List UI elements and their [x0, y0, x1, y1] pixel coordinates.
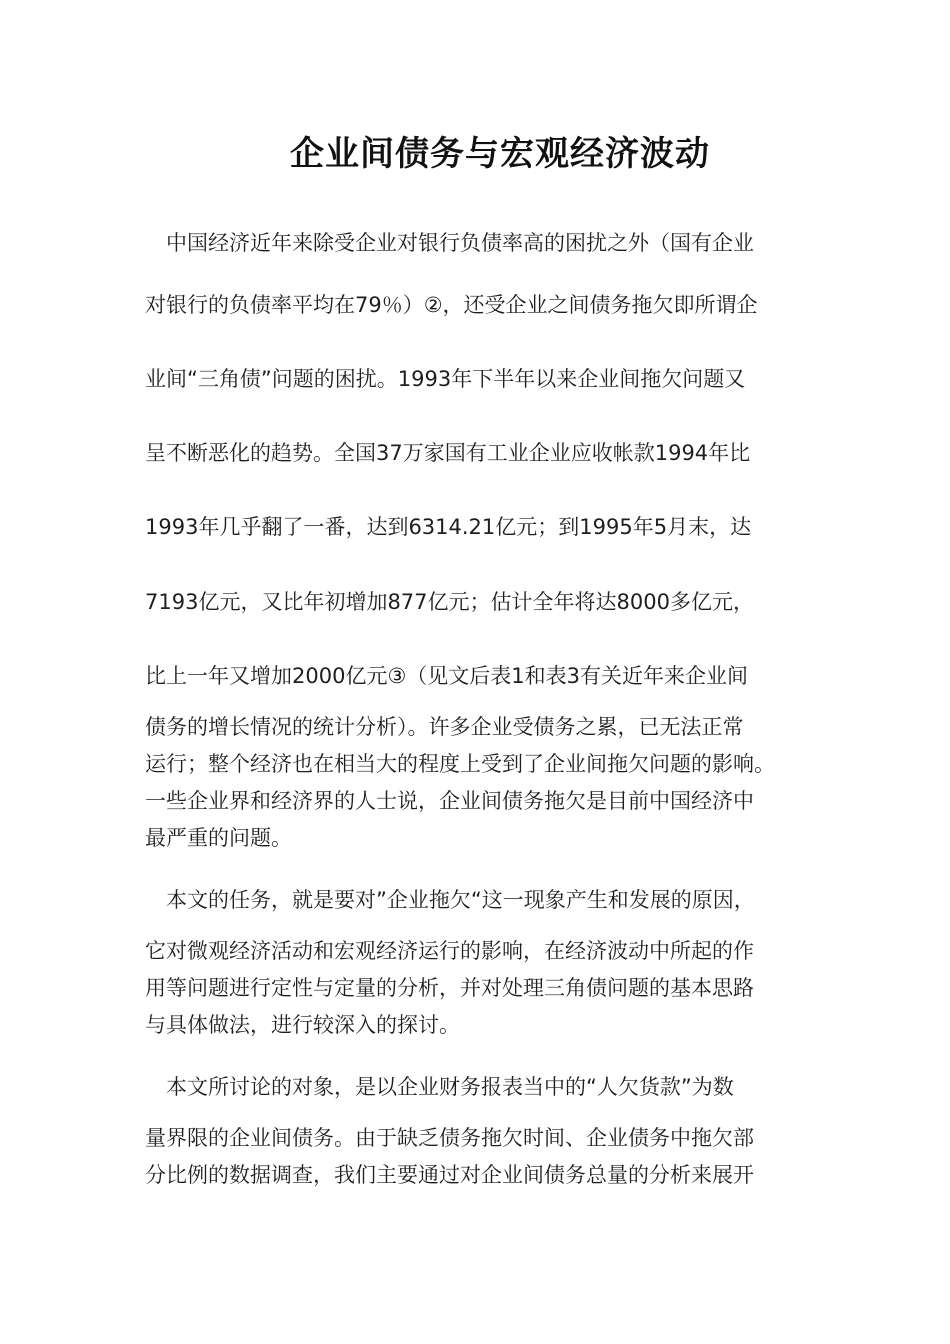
paragraph-line: 业间“三角债”问题的困扰。1993年下半年以来企业间拖欠问题又 [145, 367, 746, 391]
paragraph-line: 运行；整个经济也在相当大的程度上受到了企业间拖欠问题的影响。 [145, 752, 775, 776]
paragraph-line: 一些企业界和经济界的人士说，企业间债务拖欠是目前中国经济中 [145, 789, 754, 813]
paragraph-line: 债务的增长情况的统计分析）。许多企业受债务之累，已无法正常 [145, 715, 744, 739]
paragraph-line: 量界限的企业间债务。由于缺乏债务拖欠时间、企业债务中拖欠部 [145, 1126, 754, 1150]
paragraph-line: 呈不断恶化的趋势。全国37万家国有工业企业应收帐款1994年比 [145, 441, 751, 465]
paragraph-line: 用等问题进行定性与定量的分析，并对处理三角债问题的基本思路 [145, 976, 754, 1000]
paragraph-line: 1993年几乎翻了一番，达到6314.21亿元；到1995年5月末，达 [145, 515, 752, 539]
paragraph-line: 与具体做法，进行较深入的探讨。 [145, 1013, 460, 1037]
paragraph-line: 比上一年又增加2000亿元③（见文后表1和表3有关近年来企业间 [145, 664, 748, 688]
document-title: 企业间债务与宏观经济波动 [290, 134, 710, 174]
paragraph-line: 中国经济近年来除受企业对银行负债率高的困扰之外（国有企业 [145, 231, 754, 255]
paragraph-line: 它对微观经济活动和宏观经济运行的影响，在经济波动中所起的作 [145, 939, 754, 963]
paragraph-line: 本文的任务，就是要对”企业拖欠“这一现象产生和发展的原因， [145, 888, 755, 912]
paragraph-line: 对银行的负债率平均在79％）②，还受企业之间债务拖欠即所谓企 [145, 293, 758, 317]
paragraph-line: 最严重的问题。 [145, 826, 292, 850]
paragraph-line: 本文所讨论的对象，是以企业财务报表当中的“人欠货款”为数 [145, 1075, 734, 1099]
paragraph-line: 分比例的数据调查，我们主要通过对企业间债务总量的分析来展开 [145, 1163, 754, 1187]
paragraph-line: 7193亿元，又比年初增加877亿元；估计全年将达8000多亿元， [145, 590, 754, 614]
